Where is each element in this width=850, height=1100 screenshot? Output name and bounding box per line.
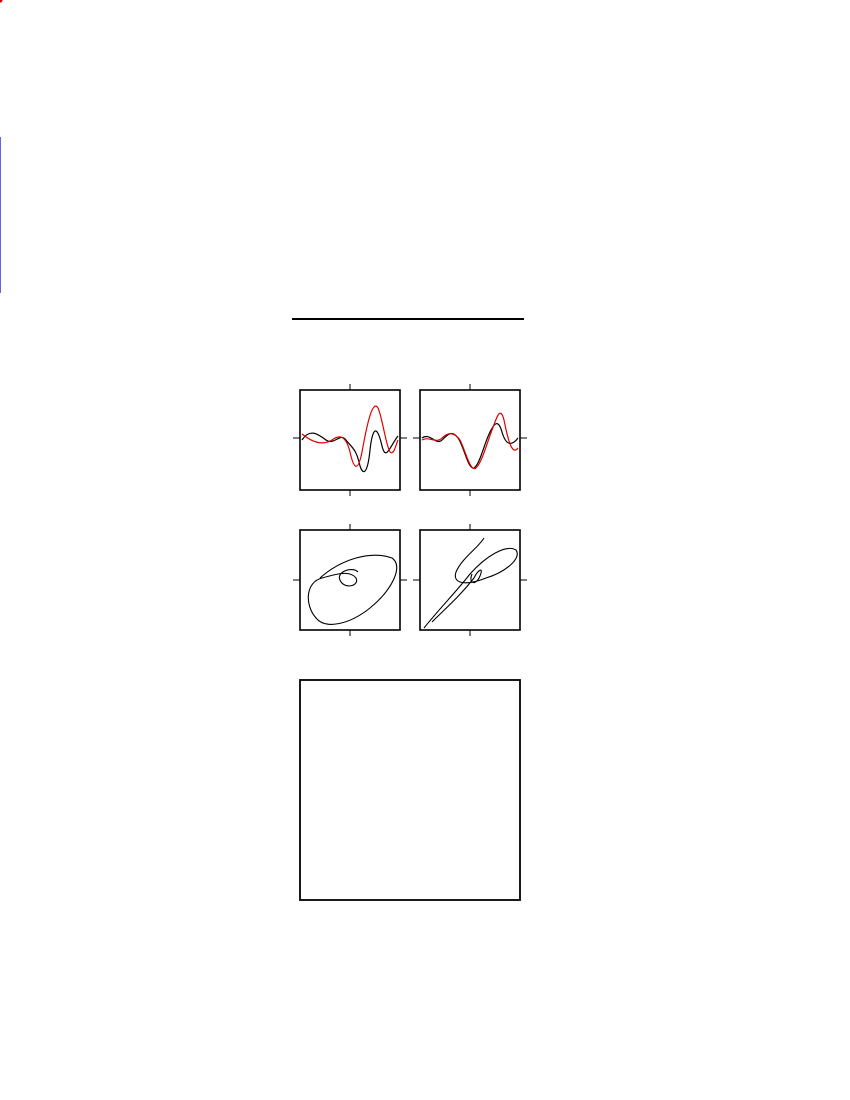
- panel-frame: [300, 530, 400, 630]
- radial-waveform: [422, 424, 518, 469]
- transverse-waveform: [302, 406, 398, 466]
- waveform-compare-corrected: [413, 384, 527, 496]
- particle-motion-path: [308, 555, 396, 624]
- particle-motion-path: [424, 538, 517, 628]
- panel-frame: [300, 390, 400, 490]
- trace-panel: [0, 137, 524, 319]
- particle-motion-original: [293, 524, 407, 636]
- transverse-waveform: [422, 413, 518, 468]
- best-fit-marker: [0, 0, 3, 3]
- grid-frame: [300, 680, 520, 900]
- waveform-compare-original: [293, 384, 407, 496]
- particle-motion-corrected: [413, 524, 527, 636]
